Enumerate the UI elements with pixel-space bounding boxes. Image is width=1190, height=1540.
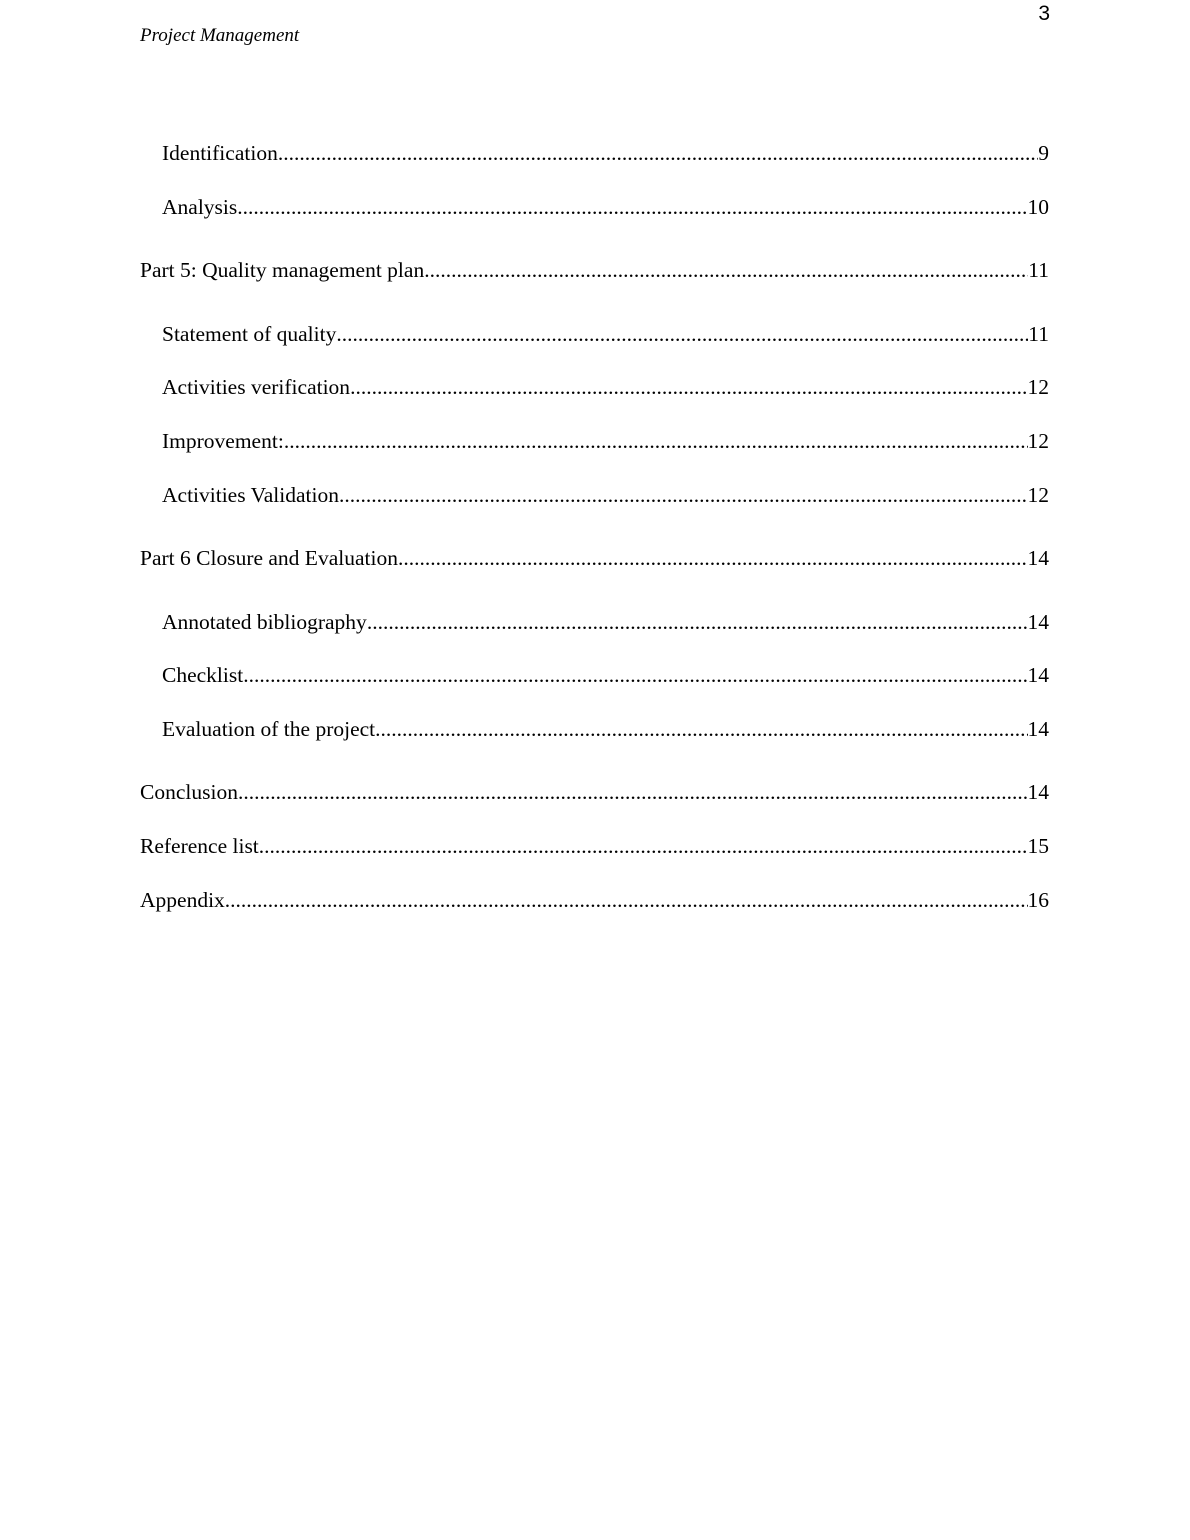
toc-entry-title: Analysis [162, 195, 238, 219]
toc-dot-leader [259, 831, 1028, 861]
toc-entry-improvement[interactable] [162, 426, 1049, 456]
toc-entry-part-5[interactable] [140, 255, 1049, 285]
toc-entry-title: Statement of quality [162, 322, 337, 346]
toc-entry-page: 15 [1027, 834, 1049, 858]
toc-entry-analysis[interactable] [162, 192, 1049, 222]
toc-entry-page: 14 [1027, 780, 1049, 804]
toc-entry-activities-validation[interactable] [162, 480, 1049, 510]
toc-entry-statement-of-quality[interactable] [162, 319, 1049, 349]
toc-entry-title: Conclusion [140, 780, 238, 804]
toc-dot-leader [398, 543, 1028, 573]
toc-entry-title: Evaluation of the project [162, 717, 376, 741]
toc-dot-leader [367, 607, 1028, 637]
toc-dot-leader [350, 372, 1027, 402]
toc-dot-leader [375, 714, 1027, 744]
toc-dot-leader [424, 255, 1028, 285]
toc-entry-title: Checklist [162, 663, 244, 687]
toc-entry-title: Improvement: [162, 429, 284, 453]
toc-entry-appendix[interactable] [140, 885, 1049, 915]
toc-entry-title: Annotated bibliography [162, 610, 367, 634]
toc-entry-evaluation[interactable] [162, 714, 1049, 744]
toc-entry-title: Activities Validation [162, 483, 339, 507]
toc-dot-leader [225, 885, 1028, 915]
toc-dot-leader [278, 138, 1038, 168]
toc-dot-leader [243, 660, 1027, 690]
toc-entry-activities-verification[interactable] [162, 372, 1049, 402]
toc-entry-title: Appendix [140, 888, 225, 912]
page-number: 3 [1038, 2, 1050, 25]
toc-entry-page: 12 [1027, 483, 1049, 507]
toc-entry-checklist[interactable] [162, 660, 1049, 690]
toc-entry-page: 14 [1027, 610, 1049, 634]
toc-entry-page: 12 [1027, 375, 1049, 399]
toc-entry-title: Part 5: Quality management plan [140, 258, 425, 282]
toc-entry-identification[interactable] [162, 138, 1049, 168]
toc-entry-page: 11 [1028, 258, 1049, 282]
toc-entry-reference-list[interactable] [140, 831, 1049, 861]
toc-entry-title: Part 6 Closure and Evaluation [140, 546, 398, 570]
toc-entry-page: 14 [1027, 546, 1049, 570]
toc-dot-leader [237, 192, 1027, 222]
toc-entry-conclusion[interactable] [140, 777, 1049, 807]
toc-entry-page: 9 [1038, 141, 1049, 165]
toc-dot-leader [336, 319, 1028, 349]
toc-entry-title: Reference list [140, 834, 259, 858]
toc-entry-page: 10 [1027, 195, 1049, 219]
toc-entry-annotated-bibliography[interactable] [162, 607, 1049, 637]
toc-entry-part-6[interactable] [140, 543, 1049, 573]
running-head: Project Management [140, 25, 300, 46]
toc-entry-page: 14 [1027, 717, 1049, 741]
toc-entry-page: 16 [1027, 888, 1049, 912]
toc-entry-title: Identification [162, 141, 278, 165]
toc-dot-leader [339, 480, 1028, 510]
toc-entry-page: 11 [1028, 322, 1049, 346]
toc-dot-leader [238, 777, 1028, 807]
toc-entry-title: Activities verification [162, 375, 351, 399]
toc-entry-page: 12 [1027, 429, 1049, 453]
toc-entry-page: 14 [1027, 663, 1049, 687]
toc-dot-leader [284, 426, 1028, 456]
